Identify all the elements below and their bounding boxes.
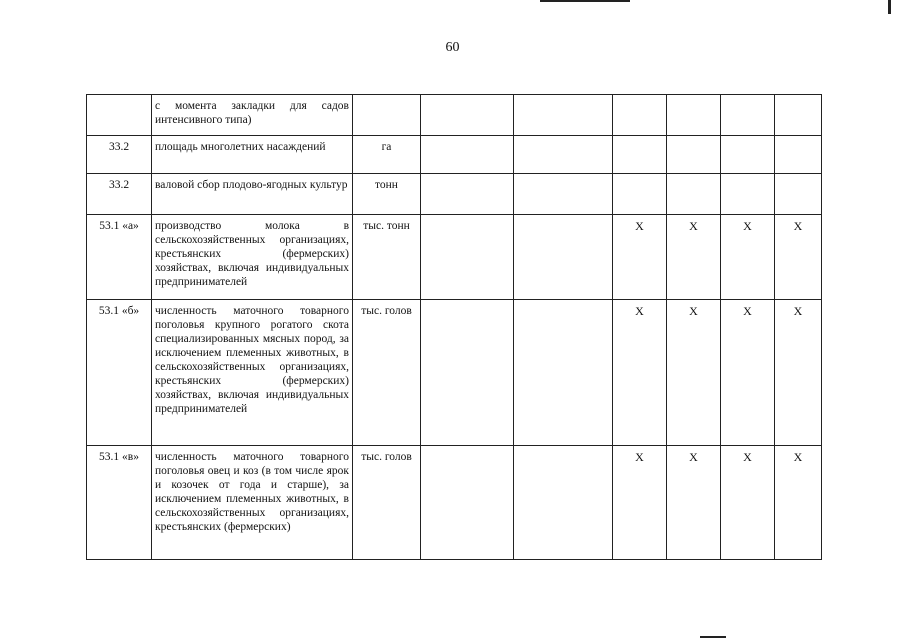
empty-value-cell — [421, 136, 514, 174]
empty-value-cell — [421, 446, 514, 560]
mark-cell: X — [667, 215, 721, 300]
mark-cell — [775, 136, 822, 174]
mark-cell: X — [721, 446, 775, 560]
mark-cell — [667, 136, 721, 174]
empty-value-cell — [421, 215, 514, 300]
mark-cell — [613, 136, 667, 174]
mark-cell: X — [775, 300, 822, 446]
empty-value-cell — [514, 215, 613, 300]
mark-cell — [613, 95, 667, 136]
empty-value-cell — [514, 446, 613, 560]
table-row — [87, 95, 822, 136]
row-number: 53.1 «б» — [87, 300, 152, 446]
mark-cell: X — [775, 215, 822, 300]
row-description: численность маточного товарного поголовья овец и коз (в том числе ярок и козочек от года и старше), за исключением племенных животных, в сельскохозяйственных организациях, крестьянских (фермерских) — [152, 446, 353, 560]
mark-cell — [613, 174, 667, 215]
mark-cell — [775, 174, 822, 215]
row-unit: тыс. тонн — [353, 215, 421, 300]
mark-cell: X — [613, 300, 667, 446]
row-description: численность маточного товарного поголовья крупного рогатого скота специализированных мясных пород, за исключением племенных животных, в сельскохозяйственных организациях, крестьянских (фермерских) хозяйствах, включая индивидуальных предпринимателей — [152, 300, 353, 446]
row-description: производство молока в сельскохозяйственных организациях, крестьянских (фермерских) хозяйствах, включая индивидуальных предпринимателей — [152, 215, 353, 300]
table-row — [87, 446, 822, 560]
row-unit: тыс. голов — [353, 446, 421, 560]
mark-cell — [721, 95, 775, 136]
mark-cell: X — [721, 300, 775, 446]
mark-cell: X — [667, 446, 721, 560]
row-unit: га — [353, 136, 421, 174]
mark-cell: X — [667, 300, 721, 446]
scan-artifact-top — [540, 0, 630, 2]
row-description: с момента закладки для садов интенсивного типа) — [152, 95, 353, 136]
mark-cell — [667, 95, 721, 136]
row-unit — [353, 95, 421, 136]
empty-value-cell — [421, 174, 514, 215]
row-unit: тыс. голов — [353, 300, 421, 446]
mark-cell: X — [721, 215, 775, 300]
empty-value-cell — [514, 174, 613, 215]
empty-value-cell — [514, 300, 613, 446]
table-row — [87, 300, 822, 446]
row-unit: тонн — [353, 174, 421, 215]
row-number — [87, 95, 152, 136]
row-description: площадь многолетних насаждений — [152, 136, 353, 174]
page-number: 60 — [445, 40, 460, 55]
table-row — [87, 174, 822, 215]
empty-value-cell — [514, 95, 613, 136]
mark-cell: X — [613, 215, 667, 300]
scan-artifact-right — [888, 0, 891, 14]
empty-value-cell — [514, 136, 613, 174]
mark-cell — [721, 174, 775, 215]
empty-value-cell — [421, 300, 514, 446]
scan-artifact-bottom — [700, 636, 726, 638]
table-row — [87, 136, 822, 174]
row-number: 33.2 — [87, 174, 152, 215]
indicator-table — [86, 94, 822, 560]
empty-value-cell — [421, 95, 514, 136]
mark-cell — [721, 136, 775, 174]
row-number: 53.1 «в» — [87, 446, 152, 560]
mark-cell — [775, 95, 822, 136]
mark-cell: X — [775, 446, 822, 560]
mark-cell — [667, 174, 721, 215]
mark-cell: X — [613, 446, 667, 560]
table-row — [87, 215, 822, 300]
row-number: 33.2 — [87, 136, 152, 174]
row-number: 53.1 «а» — [87, 215, 152, 300]
row-description: валовой сбор плодово-ягодных культур — [152, 174, 353, 215]
